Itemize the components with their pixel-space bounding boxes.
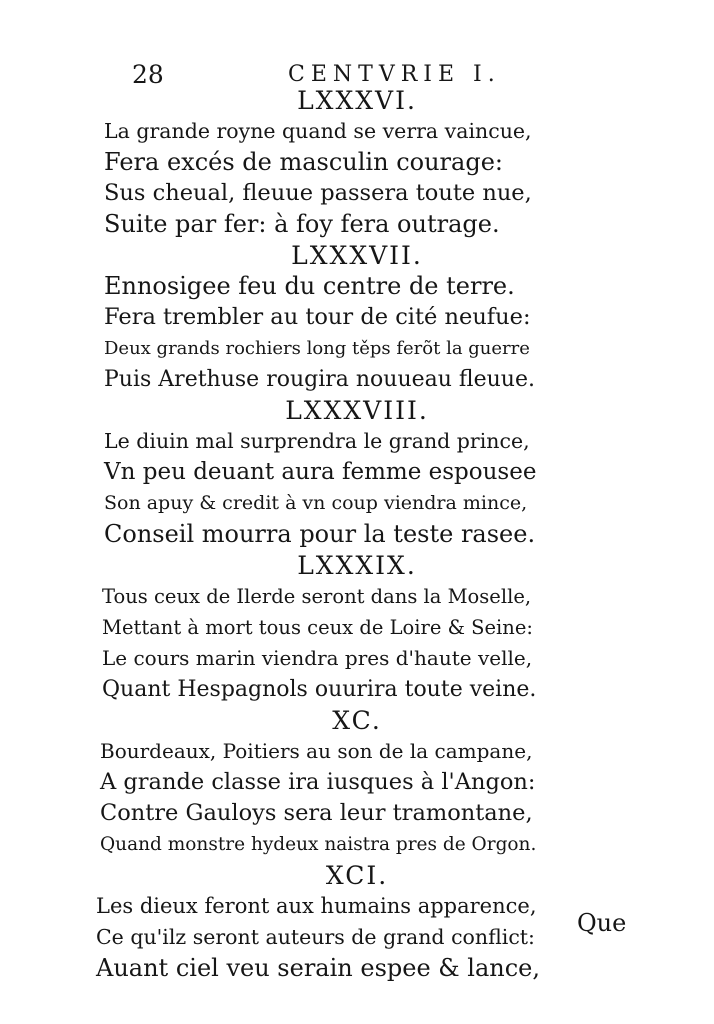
quatrain [0, 85, 714, 240]
verse-line: Mettant à mort tous ceux de Loire & Seine: [102, 616, 533, 639]
verse-line: Suite par fer: à foy fera outrage. [104, 210, 500, 238]
verse-line: Tous ceux de Ilerde seront dans la Moselle, [102, 585, 532, 608]
catchword: Que [577, 909, 627, 937]
quatrain [0, 395, 714, 550]
quatrain-number: LXXXVIII. [285, 396, 429, 425]
quatrains-text [0, 85, 714, 984]
verse-line: Son apuy & credit à vn coup viendra mince, [104, 492, 528, 514]
verse-line: Quant Hespagnols ouurira toute veine. [102, 677, 537, 702]
verse-line: Contre Gauloys sera leur tramontane, [100, 800, 533, 826]
verse-line: Conseil mourra pour la teste rasee. [104, 520, 536, 548]
verse-line: Puis Arethuse rougira nouueau fleuue. [104, 367, 535, 392]
quatrain-number: LXXXVI. [297, 86, 417, 115]
verse-line: Fera trembler au tour de cité neufue: [104, 304, 531, 330]
quatrain [0, 705, 714, 860]
verse-line: Le cours marin viendra pres d'haute velle, [102, 646, 533, 670]
quatrain-number: LXXXIX. [297, 551, 417, 580]
verse-line: Sus cheual, fleuue passera toute nue, [104, 180, 532, 206]
verse-line: Quand monstre hydeux naistra pres de Orgon. [100, 834, 537, 855]
quatrain [0, 240, 714, 395]
quatrain-number: XC. [332, 706, 382, 735]
verse-line: Deux grands rochiers long těps ferõt la guerre [104, 338, 530, 359]
page-number: 28 [132, 60, 164, 89]
verse-line: Auant ciel veu serain espee & lance, [96, 954, 540, 982]
running-head: CENTVRIE I. [288, 62, 501, 87]
verse-line: La grande royne quand se verra vaincue, [104, 119, 532, 143]
verse-line: Le diuin mal surprendra le grand prince, [104, 429, 530, 453]
verse-line: Ce qu'ilz seront auteurs de grand conflict: [96, 925, 535, 949]
verse-line: Les dieux feront aux humains apparence, [96, 894, 537, 918]
quatrain [0, 550, 714, 705]
quatrain-number: XCI. [325, 861, 389, 890]
verse-line: Fera excés de masculin courage: [104, 148, 503, 176]
verse-line: Vn peu deuant aura femme espousee [104, 459, 537, 485]
verse-line: Ennosigee feu du centre de terre. [104, 272, 515, 300]
verse-line: Bourdeaux, Poitiers au son de la campane, [100, 739, 533, 763]
verse-line: A grande classe ira iusques à l'Angon: [100, 769, 536, 795]
quatrain-number: LXXXVII. [291, 241, 423, 270]
